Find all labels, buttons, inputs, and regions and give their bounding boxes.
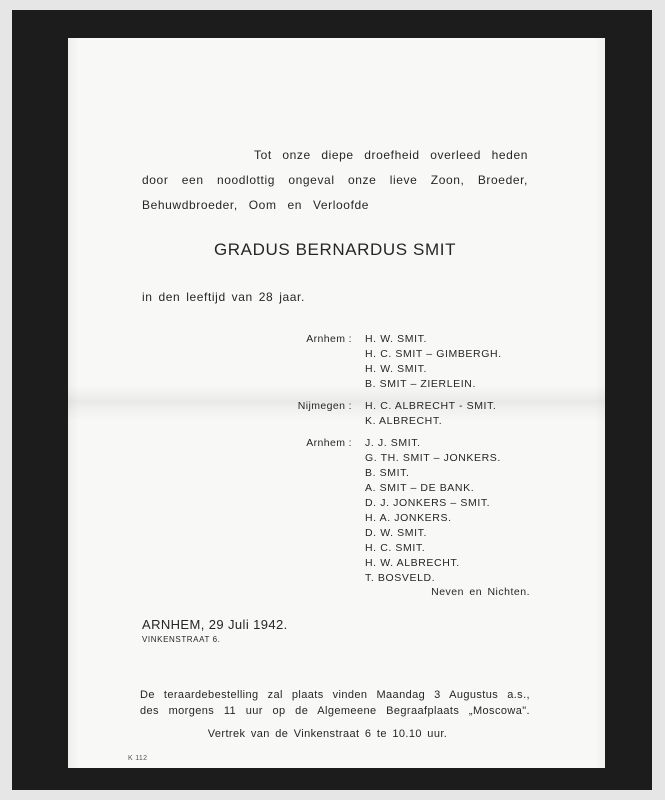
family-name: H. C. SMIT.: [365, 542, 426, 554]
place-date: ARNHEM, 29 Juli 1942.: [142, 617, 288, 632]
family-name-list: [365, 332, 502, 392]
family-name: B. SMIT – ZIERLEIN.: [365, 378, 476, 390]
death-notice-card: [68, 38, 605, 768]
intro-line-1: Tot onze diepe droefheid overleed heden: [254, 148, 528, 162]
family-name: H. C. ALBRECHT - SMIT.: [365, 400, 497, 412]
age-line: in den leeftijd van 28 jaar.: [142, 290, 305, 304]
family-name: T. BOSVELD.: [365, 572, 436, 584]
family-name: G. TH. SMIT – JONKERS.: [365, 452, 501, 464]
intro-line-3: Behuwdbroeder, Oom en Verloofde: [142, 198, 370, 212]
departure-line: Vertrek van de Vinkenstraat 6 te 10.10 uur.: [207, 728, 448, 740]
family-place-label: Arnhem :: [306, 333, 352, 345]
family-name: H. A. JONKERS.: [365, 512, 452, 524]
family-closing: Neven en Nichten.: [431, 586, 530, 598]
print-code: K 112: [128, 755, 148, 762]
deceased-name: GRADUS BERNARDUS SMIT: [213, 240, 457, 259]
family-name: H. W. SMIT.: [365, 333, 428, 345]
address: VINKENSTRAAT 6.: [142, 635, 221, 644]
family-name: A. SMIT – DE BANK.: [365, 482, 475, 494]
family-name: K. ALBRECHT.: [365, 415, 443, 427]
family-name: J. J. SMIT.: [365, 437, 421, 449]
family-name: H. W. ALBRECHT.: [365, 557, 460, 569]
funeral-line-2: des morgens 11 uur op de Algemeene Begraafplaats „Moscowa".: [140, 705, 530, 717]
family-name: H. C. SMIT – GIMBERGH.: [365, 348, 502, 360]
family-name: D. W. SMIT.: [365, 527, 428, 539]
family-name-list: [365, 436, 501, 586]
family-name-list: [365, 399, 496, 429]
family-place-label: Arnhem :: [306, 437, 352, 449]
family-name: H. W. SMIT.: [365, 363, 428, 375]
family-place-label: Nijmegen :: [297, 400, 352, 412]
funeral-line-1: De teraardebestelling zal plaats vinden Maandag 3 Augustus a.s.,: [140, 689, 530, 701]
family-name: D. J. JONKERS – SMIT.: [365, 497, 491, 509]
family-name: B. SMIT.: [365, 467, 410, 479]
intro-line-2: door een noodlottig ongeval onze lieve Zoon, Broeder,: [142, 173, 528, 187]
